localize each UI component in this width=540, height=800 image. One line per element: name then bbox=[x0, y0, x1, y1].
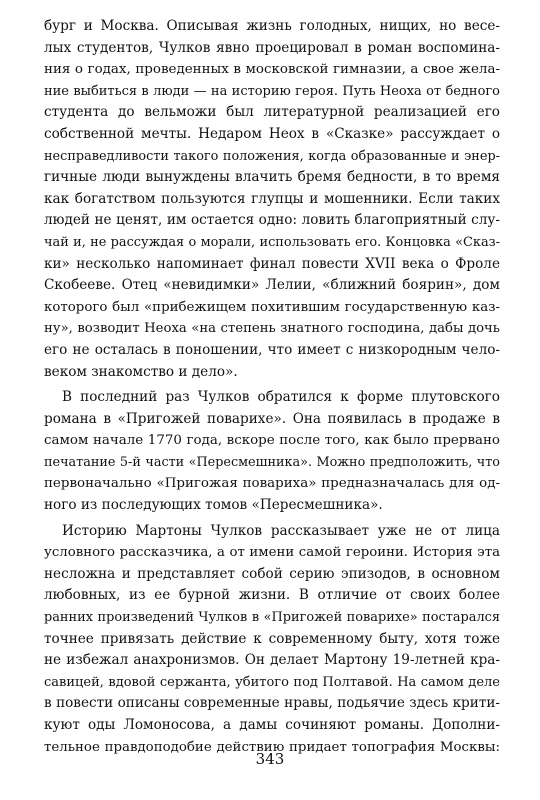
text-line: условного рассказчика, а от имени самой героини. История эта bbox=[44, 545, 500, 561]
text-line: куют оды Ломоносова, а дамы сочиняют романы. Дополни- bbox=[44, 717, 500, 733]
paragraph-2 bbox=[44, 387, 500, 517]
text-line: гичные люди вынуждены влачить бремя бедности, в то время bbox=[44, 169, 500, 186]
text-line: Скобееве. Отец «невидимки» Лелии, «ближний боярин», дом bbox=[44, 277, 500, 294]
paragraph-1 bbox=[44, 16, 500, 383]
text-line: собственной мечты. Недаром Неох в «Сказке» рассуждает о bbox=[44, 125, 500, 142]
text-line: студента до вельможи был литературной реализацией его bbox=[44, 104, 500, 121]
text-line: несправедливости такого положения, когда образованные и энер- bbox=[44, 148, 500, 164]
text-line: веком знакомство и дело». bbox=[44, 363, 238, 380]
text-line: его не осталась в поношении, что имеет с низкородным чело- bbox=[44, 341, 500, 358]
text-line: ки» несколько напоминает финал повести XVII века о Фроле bbox=[44, 255, 500, 272]
text-line: В последний раз Чулков обратился к форме плутовского bbox=[62, 389, 500, 406]
text-line: любовных, из ее бурной жизни. В отличие от своих более bbox=[44, 587, 500, 604]
text-line: чай и, не рассуждая о морали, использовать его. Концовка «Сказ- bbox=[44, 234, 500, 250]
text-line: не избежал анахронизмов. Он делает Мартону 19-летней кра- bbox=[44, 652, 500, 669]
text-line: несложна и представляет собой серию эпизодов, в основном bbox=[44, 565, 500, 582]
text-line: ранних произведений Чулков в «Пригожей поварихе» постарался bbox=[44, 610, 500, 626]
text-line: ние выбиться в люди — на историю героя. Путь Неоха от бедного bbox=[44, 83, 500, 99]
page-number: 343 bbox=[255, 750, 285, 768]
text-line: первоначально «Пригожая повариха» предназначалась для од- bbox=[44, 476, 500, 492]
text-line: Историю Мартоны Чулков рассказывает уже не от лица bbox=[62, 522, 500, 539]
text-line: лых студентов, Чулков явно проецировал в роман воспомина- bbox=[44, 39, 500, 56]
text-line: точнее привязать действие к современному быту, хотя тоже bbox=[44, 630, 500, 647]
text-line: в повести описаны современные нравы, подьячие здесь крити- bbox=[44, 695, 500, 712]
text-line: ния о годах, проведенных в московской гимназии, а свое жела- bbox=[44, 62, 500, 78]
paragraph-3 bbox=[44, 521, 500, 759]
text-line: людей не ценят, им остается одно: ловить благоприятный слу- bbox=[44, 212, 500, 229]
text-line: савицей, вдовой сержанта, убитого под Полтавой. На самом деле bbox=[44, 674, 500, 690]
text-line: как богатством пользуются глупцы и мошенники. Если таких bbox=[44, 190, 500, 207]
text-line: самом начале 1770 года, вскоре после того, как было прервано bbox=[44, 433, 500, 449]
text-line: ну», возводит Неоха «на степень знатного господина, дабы дочь bbox=[44, 321, 500, 337]
text-line: ного из последующих томов «Пересмешника». bbox=[44, 497, 383, 514]
text-line: печатание 5-й части «Пересмешника». Можно предположить, что bbox=[44, 454, 500, 470]
text-line: тельное правдоподобие действию придает топография Москвы: bbox=[44, 739, 500, 755]
text-line: которого был «прибежищем похитившим государственную каз- bbox=[44, 299, 500, 315]
text-line: романа в «Пригожей поварихе». Она появилась в продаже в bbox=[44, 410, 500, 427]
text-line: бург и Москва. Описывая жизнь голодных, нищих, но весе- bbox=[44, 18, 500, 34]
body-text bbox=[44, 16, 500, 762]
